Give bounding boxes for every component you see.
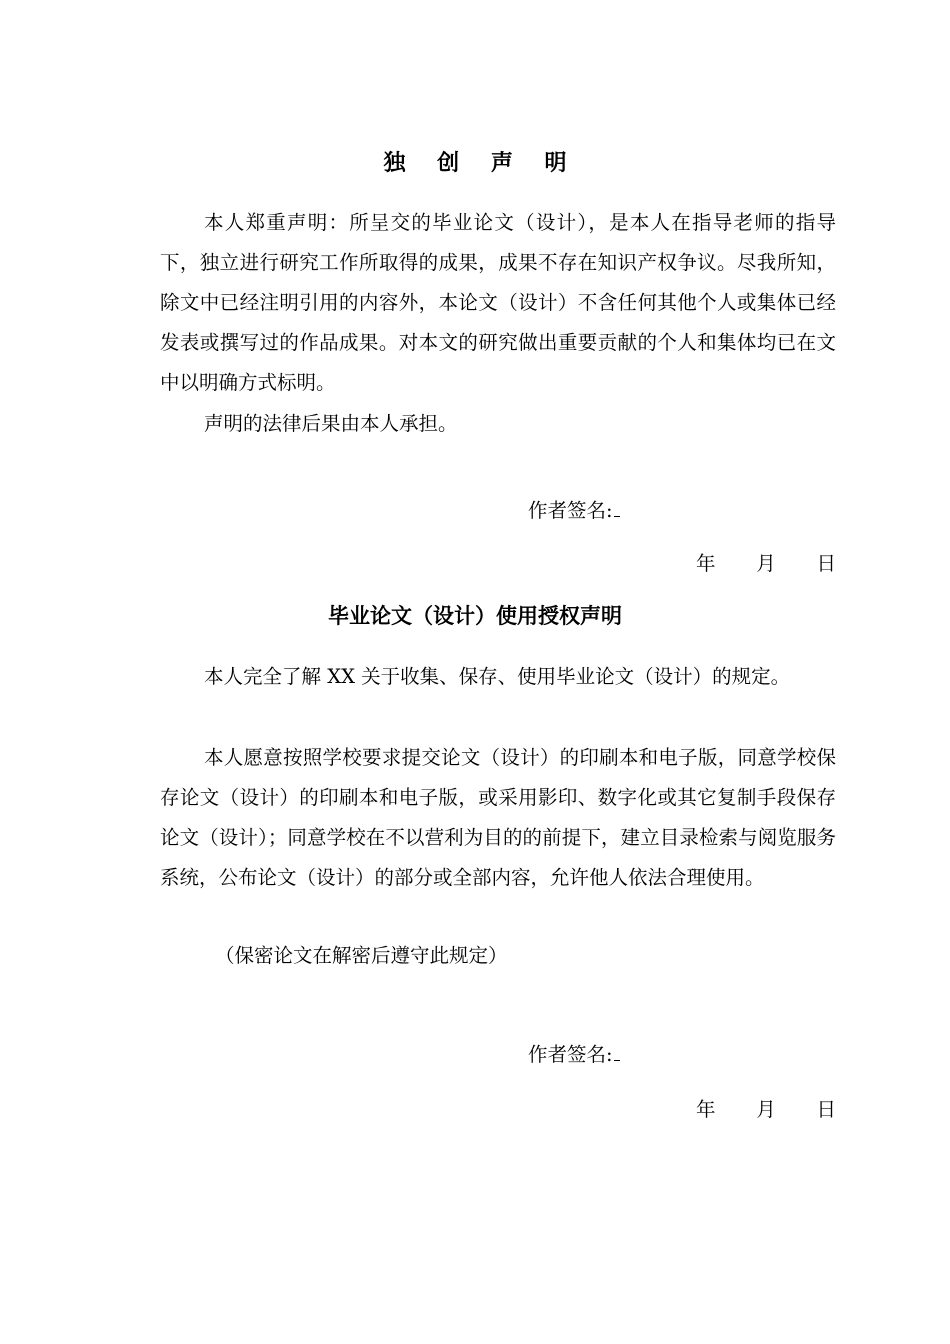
authorization-paragraph-1: 本人完全了解 XX 关于收集、保存、使用毕业论文（设计）的规定。 — [204, 665, 791, 688]
declaration-paragraph: 本人郑重声明：所呈交的毕业论文（设计），是本人在指导老师的指导下，独立进行研究工作所取得的成果，成果不存在知识产权争议。尽我所知，除文中已经注明引用的内容外，本论文（设计）不含任何其他个人或集体已经发表或撰写过的作品成果。对本文的研究做出重要贡献的个人和集体均已在文中以明确方式标明。 — [160, 211, 836, 394]
authorization-signature-line — [528, 1040, 620, 1070]
authorization-date-line — [696, 1095, 836, 1125]
declaration-date-year: 年 — [696, 552, 716, 575]
authorization-date-year: 年 — [696, 1098, 716, 1121]
declaration-date-day: 日 — [816, 552, 836, 575]
declaration-date-month: 月 — [756, 552, 776, 575]
authorization-paragraph-2: 本人愿意按照学校要求提交论文（设计）的印刷本和电子版，同意学校保存论文（设计）的印刷本和电子版，或采用影印、数字化或其它复制手段保存论文（设计）；同意学校在不以营利为目的的前提下，建立目录检索与阅览服务系统，公布论文（设计）的部分或全部内容，允许他人依法合理使用。 — [160, 746, 836, 889]
declaration-signature-line — [528, 496, 620, 526]
authorization-date-day: 日 — [816, 1098, 836, 1121]
authorization-note: （保密论文在解密后遵守此规定） — [215, 944, 508, 967]
authorization-signature-label: 作者签名: — [528, 1043, 613, 1066]
declaration-signature-blank — [614, 496, 620, 517]
declaration-liability-paragraph: 声明的法律后果由本人承担。 — [204, 412, 458, 435]
declaration-date-line — [696, 549, 836, 579]
declaration-signature-label: 作者签名: — [528, 499, 613, 522]
authorization-title: 毕业论文（设计）使用授权声明 — [328, 604, 622, 628]
declaration-title: 独 创 声 明 — [383, 151, 579, 176]
authorization-date-month: 月 — [756, 1098, 776, 1121]
authorization-signature-blank — [614, 1040, 620, 1061]
